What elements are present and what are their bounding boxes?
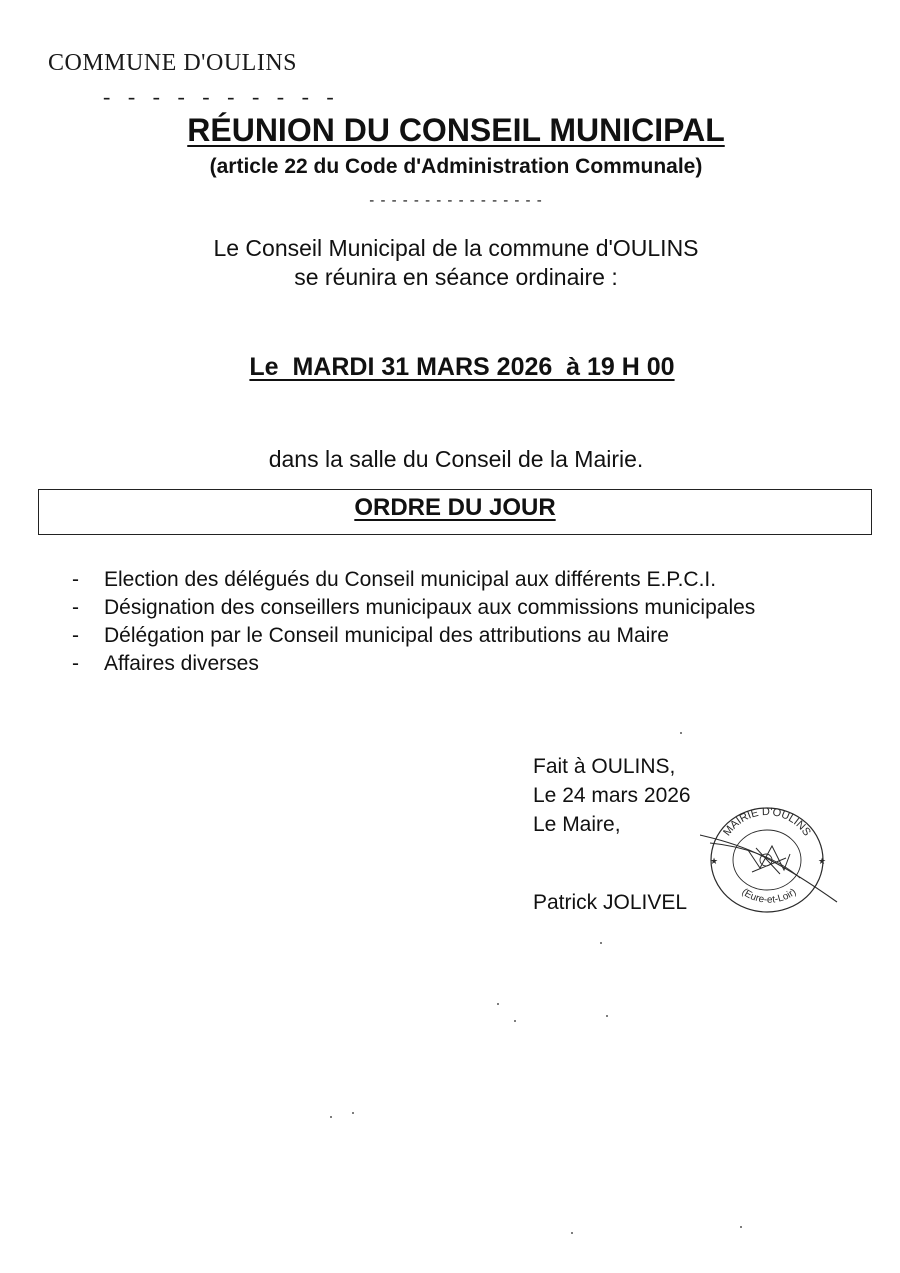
seal-top-text: MAIRIE D'OULINS [721, 805, 813, 839]
svg-text:★: ★ [710, 857, 719, 867]
meeting-date: Le MARDI 31 MARS 2026 à 19 H 00 [249, 353, 675, 381]
signer-name: Patrick JOLIVEL [533, 891, 688, 914]
agenda-title: ORDRE DU JOUR [354, 494, 556, 521]
agenda-item [72, 566, 755, 594]
agenda-bullet: - [72, 568, 79, 591]
scan-speck [600, 942, 602, 944]
scan-speck [330, 1116, 332, 1118]
scan-speck [352, 1112, 354, 1114]
scan-speck [497, 1003, 499, 1005]
scan-speck [514, 1020, 516, 1022]
agenda-bullet: - [72, 652, 79, 675]
svg-text:★: ★ [818, 857, 827, 867]
agenda-item-text: Election des délégués du Conseil municipal aux différents E.P.C.I. [104, 568, 717, 591]
commune-underline-dashes: - - - - - - - - - - [103, 84, 340, 109]
agenda-bullet: - [72, 624, 79, 647]
scan-speck [680, 732, 682, 734]
agenda-list [72, 566, 755, 678]
signature-role: Le Maire, [533, 813, 621, 836]
signature-date: Le 24 mars 2026 [533, 784, 691, 807]
meeting-location: dans la salle du Conseil de la Mairie. [268, 446, 644, 472]
agenda-bullet: - [72, 596, 79, 619]
document-title: RÉUNION DU CONSEIL MUNICIPAL [187, 112, 725, 148]
agenda-item-text: Délégation par le Conseil municipal des attributions au Maire [104, 624, 669, 647]
separator-dashes: - - - - - - - - - - - - - - - - [369, 192, 543, 209]
intro-text [0, 234, 900, 292]
signature-place: Fait à OULINS, [533, 755, 676, 778]
mayor-seal-stamp-icon [700, 798, 840, 913]
scan-speck [571, 1232, 573, 1234]
signature-block [533, 752, 691, 839]
intro-line-2: se réunira en séance ordinaire : [294, 264, 618, 290]
document-subtitle: (article 22 du Code d'Administration Communale) [209, 155, 703, 178]
agenda-title-box [38, 489, 872, 535]
agenda-item [72, 650, 755, 678]
agenda-item-text: Affaires diverses [104, 652, 259, 675]
agenda-item [72, 622, 755, 650]
agenda-item-text: Désignation des conseillers municipaux aux commissions municipales [104, 596, 756, 619]
seal-bottom-text: (Eure-et-Loir) [739, 886, 799, 906]
intro-line-1: Le Conseil Municipal de la commune d'OULINS [213, 235, 699, 261]
commune-name: COMMUNE D'OULINS [48, 50, 297, 76]
agenda-item [72, 594, 755, 622]
scan-speck [606, 1015, 608, 1017]
scan-speck [740, 1226, 742, 1228]
